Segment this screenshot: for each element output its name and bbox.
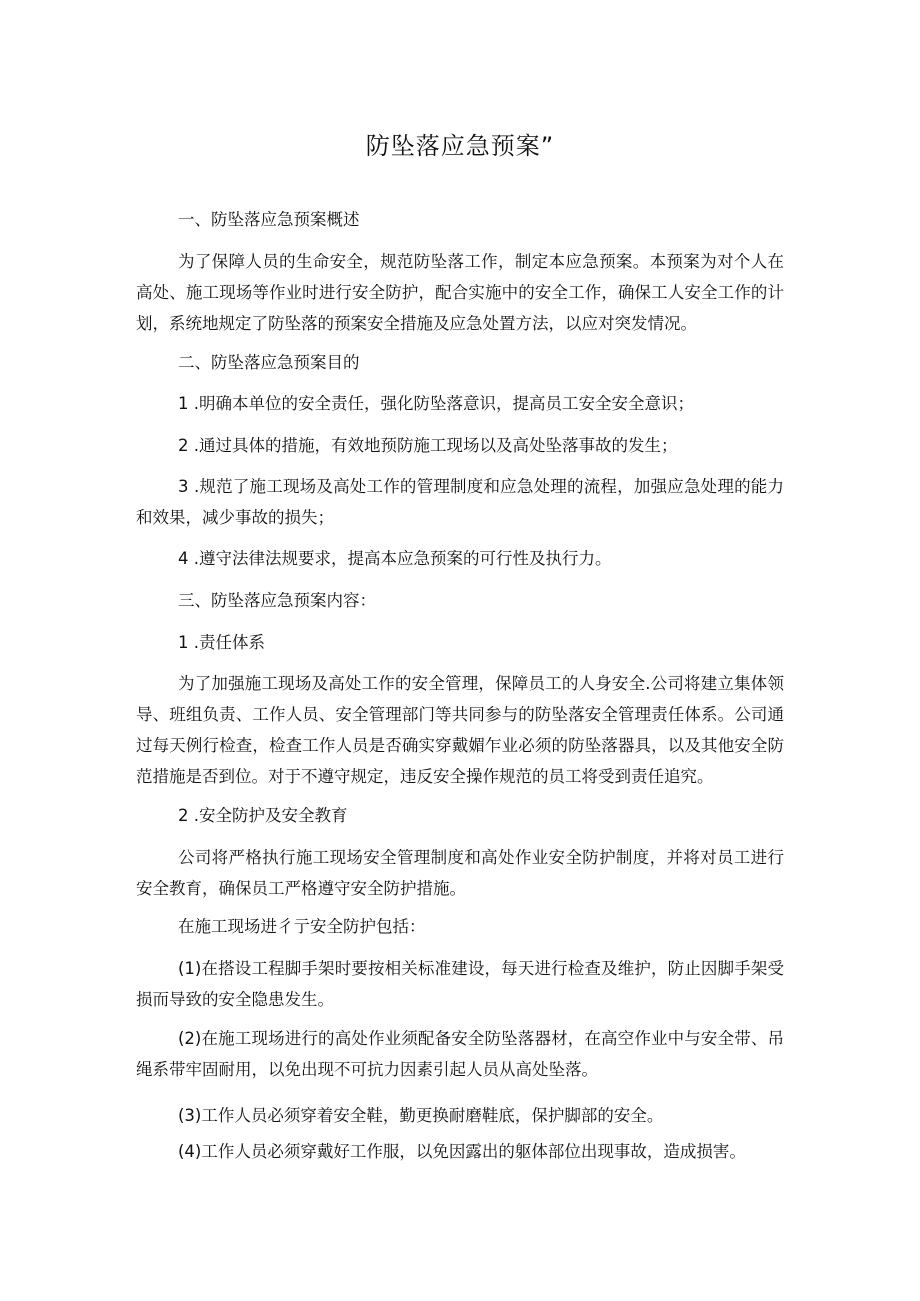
list-item-purpose-3: 3 .规范了施工现场及高处工作的管理制度和应急处理的流程，加强应急处理的能力和效果，减少事故的损失； — [136, 477, 784, 527]
list-item-purpose-4: 4 .遵守法律法规要求，提高本应急预案的可行性及执行力。 — [178, 549, 612, 568]
document-title: 防坠落应急预案” — [365, 132, 555, 160]
list-item-purpose-1: 1 .明确本单位的安全责任，强化防坠落意识，提高员工安全安全意识； — [178, 394, 694, 413]
paragraph-overview-body: 为了保障人员的生命安全，规范防坠落工作，制定本应急预案。本预案为对个人在高处、施工现场等作业时进行安全防护，配合实施中的安全工作，确保工人安全工作的计划，系统地规定了防坠落的预案安全措施及应急处置方法，以应对突发情况。 — [136, 252, 784, 333]
paragraph-protection-body: 公司将严格执行施工现场安全管理制度和高处作业安全防护制度，并将对员工进行安全教育，确保员工严格遵守安全防护措施。 — [136, 848, 784, 898]
subheading-responsibility: 1 .责任体系 — [178, 633, 265, 652]
paragraph-responsibility-body: 为了加强施工现场及高处工作的安全管理，保障员工的人身安全.公司将建立集体领导、班组负责、工作人员、安全管理部门等共同参与的防坠落安全管理责任体系。公司通过每天例行检查，检查工作人员是否确实穿戴媚乍业必须的防坠落器具，以及其他安全防范措施是否到位。对于不遵守规定，违反安全操作规范的员工将受到责任追究。 — [136, 674, 784, 786]
list-item-protection-1: (1)在搭设工程脚手架时要按相关标准建设，每天进行检查及维护，防止因脚手架受损而导致的安全隐患发生。 — [136, 959, 784, 1009]
section-heading-purpose: 二、防坠落应急预案目的 — [178, 353, 360, 372]
list-item-protection-2: (2)在施工现场进行的高处作业须配备安全防坠落器材，在高空作业中与安全带、吊绳系带牢固耐用，以免出现不可抗力因素引起人员从高处坠落。 — [136, 1029, 784, 1079]
section-heading-content: 三、防坠落应急预案内容： — [178, 591, 376, 610]
subheading-protection-education: 2 .安全防护及安全教育 — [178, 806, 348, 825]
list-item-protection-3: (3)工作人员必须穿着安全鞋，勤更换耐磨鞋底，保护脚部的安全。 — [178, 1106, 664, 1125]
section-heading-overview: 一、防坠落应急预案概述 — [178, 210, 360, 229]
list-item-purpose-2: 2 .通过具体的措施，有效地预防施工现场以及高处坠落事故的发生； — [178, 436, 678, 455]
paragraph-protection-intro: 在施工现场进彳亍安全防护包括： — [178, 917, 426, 936]
list-item-protection-4: (4)工作人员必须穿戴好工作服，以免因露出的躯体部位出现事故，造成损害。 — [178, 1142, 746, 1161]
